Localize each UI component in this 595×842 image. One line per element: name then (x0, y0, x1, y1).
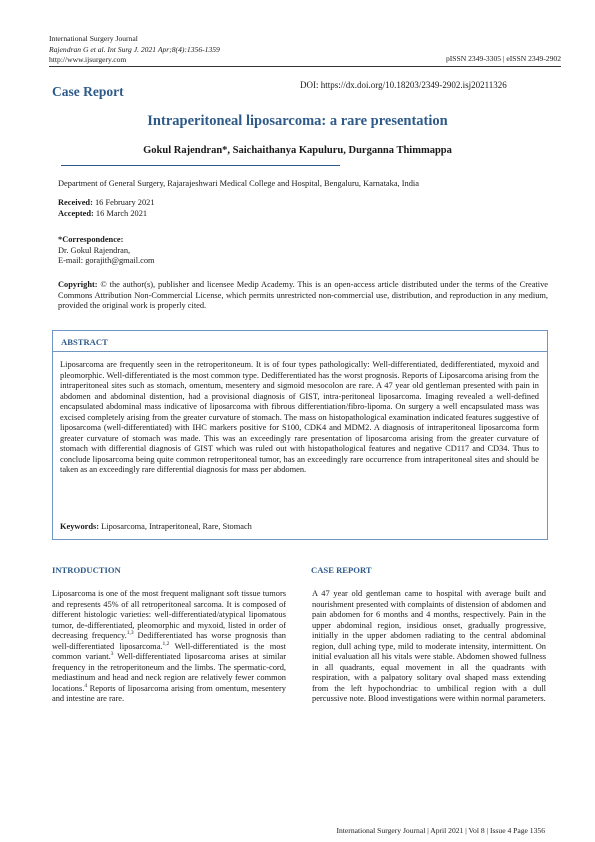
introduction-heading: INTRODUCTION (52, 565, 121, 575)
article-title: Intraperitoneal liposarcoma: a rare presentation (147, 113, 448, 129)
header-divider (49, 66, 561, 67)
correspondence-email[interactable]: E-mail: gorajith@gmail.com (58, 256, 155, 266)
citation-ref[interactable]: 1,3 (126, 630, 134, 637)
affiliation: Department of General Surgery, Rajarajeshwari Medical College and Hospital, Bengaluru, Karnataka, India (58, 179, 419, 188)
abstract-divider (53, 351, 547, 352)
article-type: Case Report (52, 84, 124, 99)
accepted-date: Accepted: 16 March 2021 (58, 208, 148, 218)
citation-ref[interactable]: 1,2 (162, 640, 170, 647)
abstract-heading: ABSTRACT (61, 337, 108, 347)
abstract-box (52, 330, 548, 540)
doi-link[interactable]: DOI: https://dx.doi.org/10.18203/2349-2902.isj20211326 (300, 80, 507, 90)
case-report-text: A 47 year old gentleman came to hospital with average built and nourishment presented with complaints of distension of abdomen and pain abdomen for 6 months and 4 months, respectively. Pain in the upper abdominal region, insidious onset, gradually progressive, initially in the upper abdomen radiating to the central abdominal region, dull aching type, mild to moderate intensity, intermittent. On initial evaluation all his vitals were stable. Abdomen showed fullness in all quadrants, equal movement in all the quadrants with respiration, with a palpatory solitary oval shaped mass extending from the left hypochondriac to umbilical region with a dull percussive note. Blood investigations were within normal parameters. (312, 589, 546, 704)
abstract-text: Liposarcoma are frequently seen in the retroperitoneum. It is of four types pathologically: Well-differentiated, dedifferentiated, myxoid and pleomorphic. Well-differentiated is the most common type. Dedifferentiated has the worst prognosis. Reports of Liposarcoma arising from the intraperitoneal sites such as stomach, omentum, mesentery and sigmoid mesocolon are rare. A 47 year old gentleman presented with pain in abdomen and abdominal distention, had a provisional diagnosis of GIST, intra-peritoneal liposarcoma. Imaging revealed a well-defined encapsulated abdominal mass indicative of liposarcoma with fibrous differentiation/fibro-lipoma. On surgery a well encapsulated mass was excised completely arising from the greater curvature of stomach. The mass on histopathological examination indicated features suggestive of liposarcoma (well-differentiated) with IHC markers positive for S100, CDK4 and MDM2. A diagnosis of intraperitoneal liposarcoma form greater curvature of stomach was made. This was an exceedingly rare presentation of liposarcoma arising from the greater curvature of stomach with differential diagnosis of GIST which was ruled out with histopathological features and negative CD117 and CD34. Thus to conclude liposarcoma being quite common retroperitoneal tumor, has an exceedingly rare occurrence from intraperitoneal sites and should be taken as an exceedingly rare differential diagnosis for mass per abdomen. (60, 360, 539, 475)
introduction-text: Liposarcoma is one of the most frequent malignant soft tissue tumors and represents 45% of all retroperitoneal sarcoma. It is composed of different histologic varieties: well-differentiated/atypical lipomatous tumor, de-differentiated, pleomorphic and myxoid, listed in order of decreasing frequency.$^{1,3}$ Dedifferentiated has worse prognosis than well-differentiated liposarcoma.$^{1,2}$ Well-differentiated is the most common variant.$^3$ Well-differentiated liposarcoma arises at similar frequency in the retroperitoneum and the limbs. The spermatic-cord, mediastinum and head and neck region are relatively fewer common locations.$^4$ Reports of liposarcoma arising from omentum, mesentery and intestine are rare. (52, 589, 286, 704)
keywords: Keywords: Liposarcoma, Intraperitoneal, Rare, Stomach (60, 522, 252, 531)
correspondence-label: *Correspondence: (58, 235, 124, 244)
received-date: Received: 16 February 2021 (58, 198, 155, 207)
running-header (49, 34, 220, 66)
page-footer: International Surgery Journal | April 2021 | Vol 8 | Issue 4 Page 1356 (336, 826, 545, 835)
dates (58, 198, 548, 219)
authors-divider (61, 165, 340, 166)
issn: pISSN 2349-3305 | eISSN 2349-2902 (445, 54, 561, 63)
website-link[interactable]: http://www.ijsurgery.com (49, 55, 127, 64)
correspondence-name: Dr. Gokul Rajendran, (58, 245, 131, 255)
journal-name: International Surgery Journal (49, 34, 138, 43)
case-report-heading: CASE REPORT (311, 565, 372, 575)
copyright-notice: Copyright: © the author(s), publisher and licensee Medip Academy. This is an open-access article distributed under the terms of the Creative Commons Attribution Non-Commercial License, which permits unrestricted non-commercial use, distribution, and reproduction in any medium, provided the original work is properly cited. (58, 280, 548, 311)
authors: Gokul Rajendran*, Saichaithanya Kapuluru, Durganna Thimmappa (143, 145, 452, 156)
citation-ref[interactable]: 4 (84, 683, 88, 690)
citation: Rajendran G et al. Int Surg J. 2021 Apr;8(4):1356-1359 (49, 44, 220, 54)
correspondence (58, 235, 548, 267)
citation-ref[interactable]: 3 (110, 651, 114, 658)
